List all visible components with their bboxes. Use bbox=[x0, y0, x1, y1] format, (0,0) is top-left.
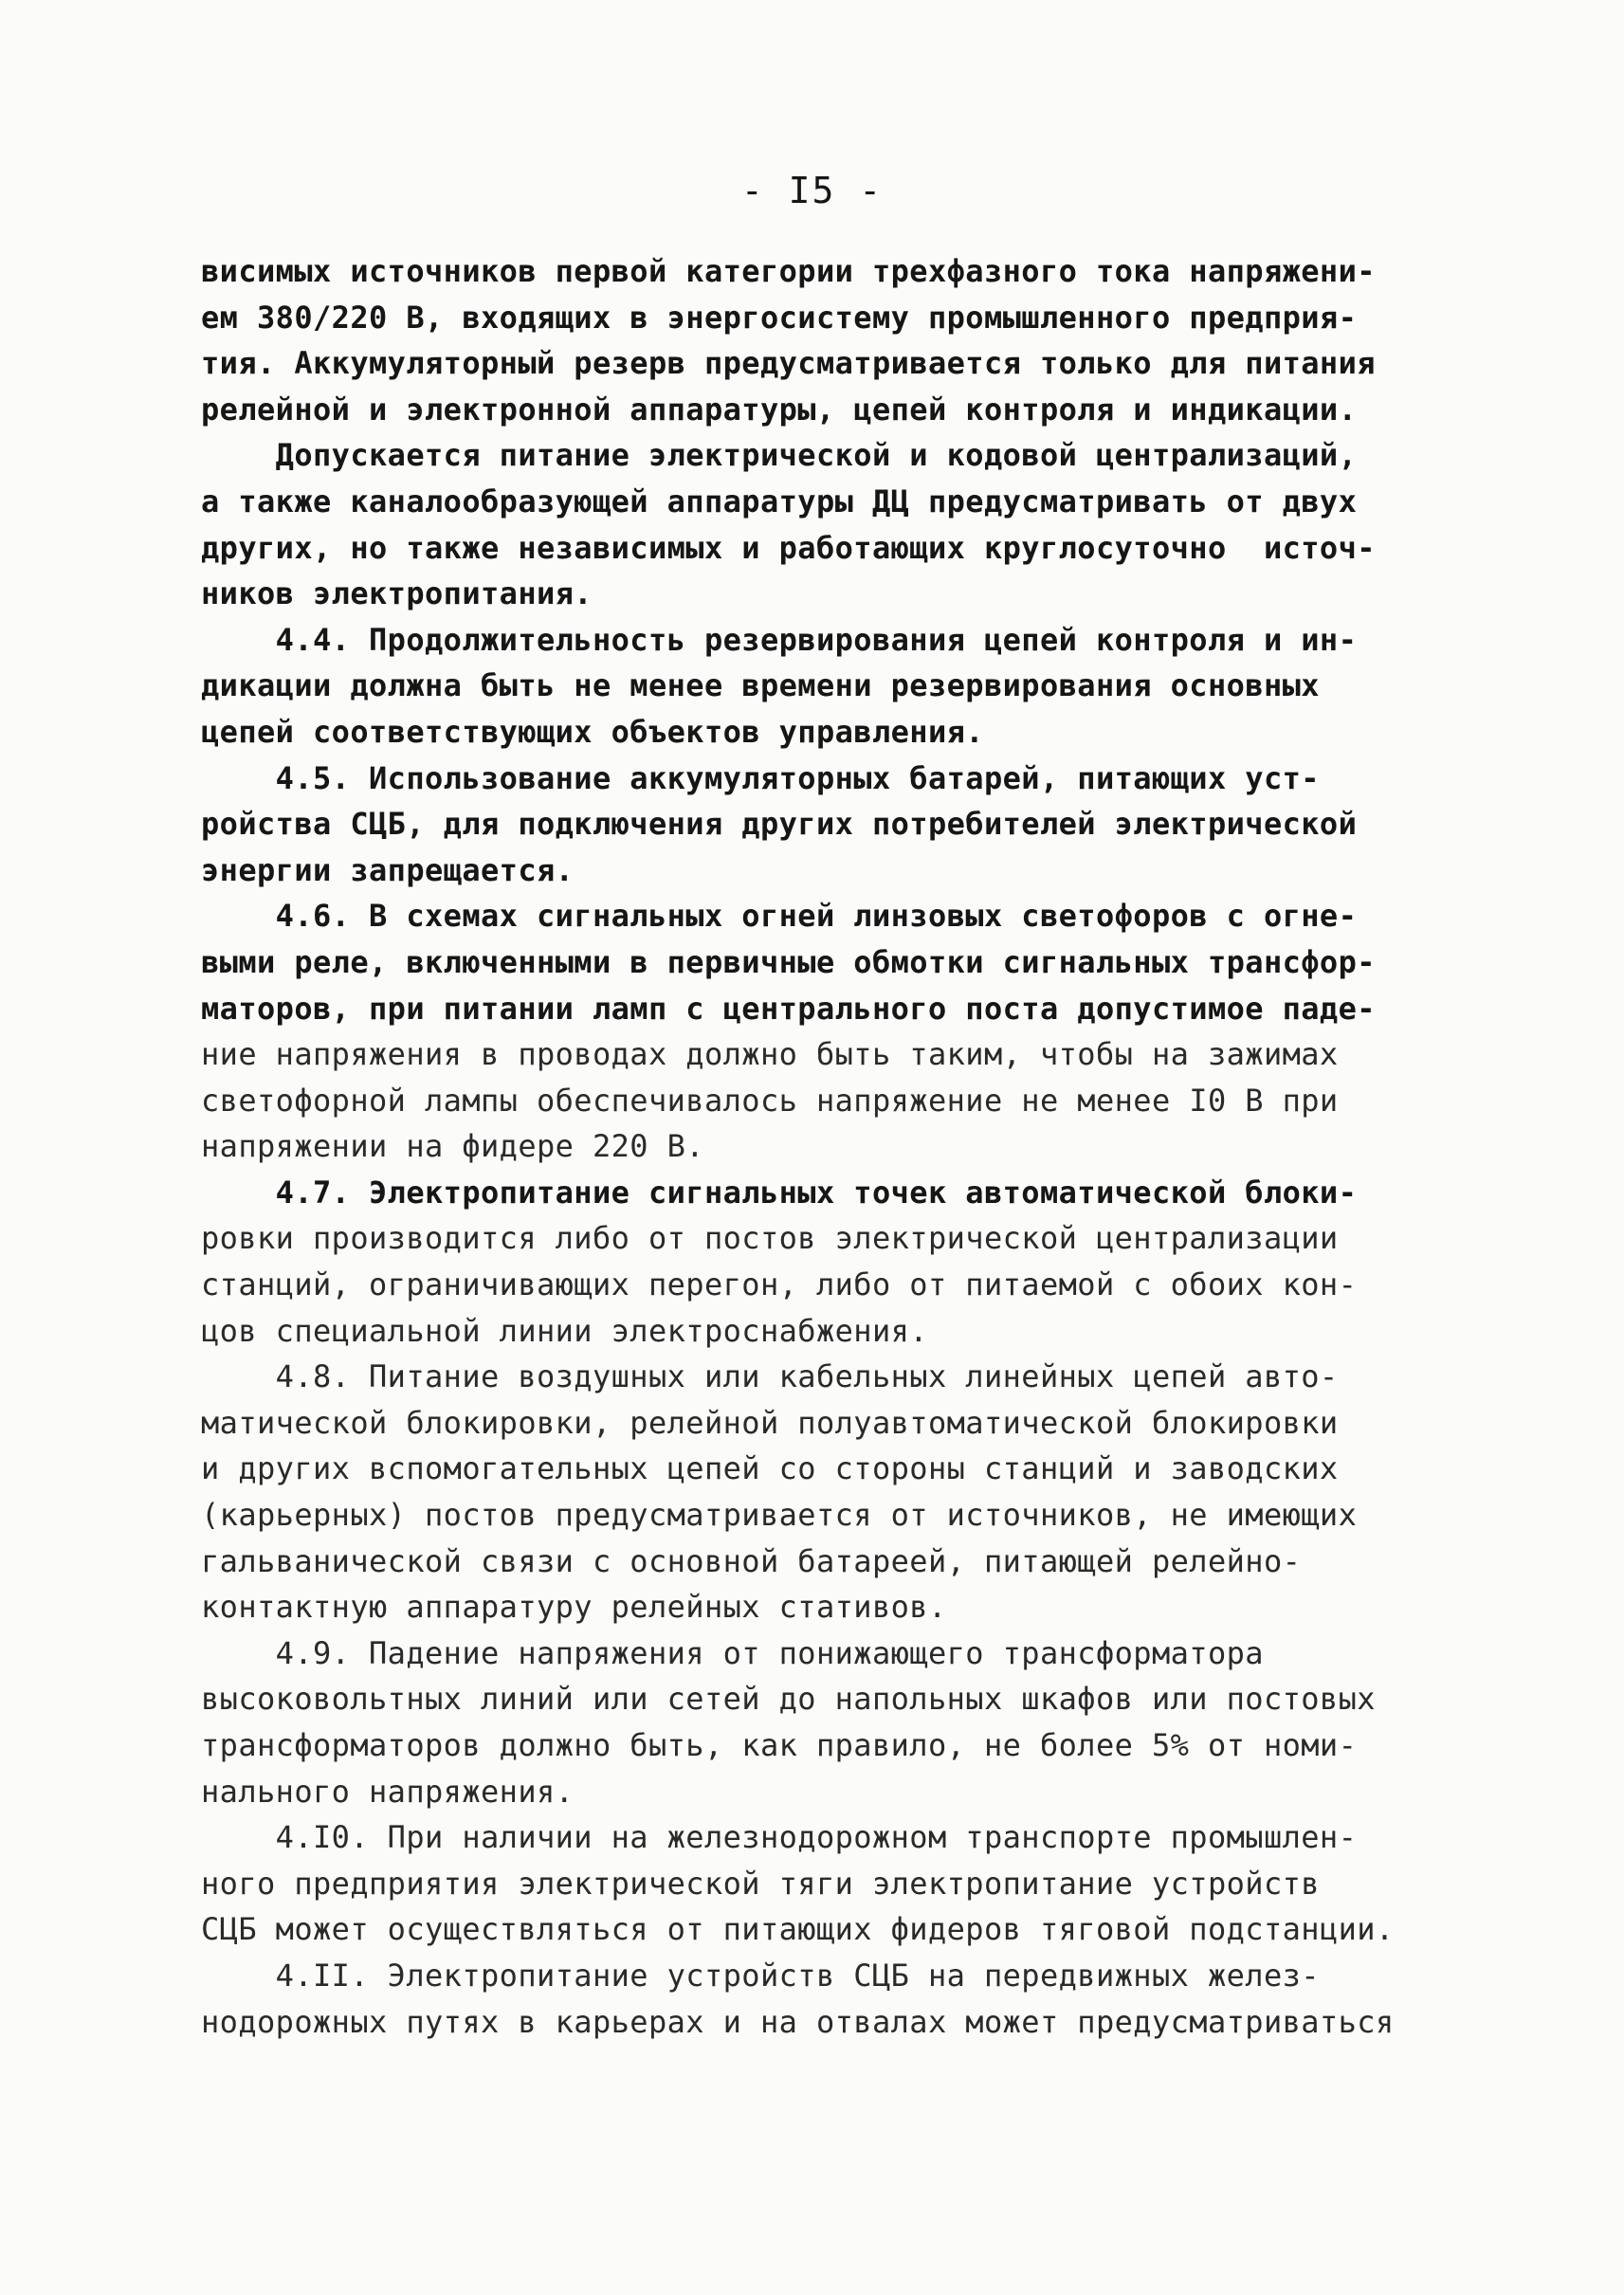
text-line: высоковольтных линий или сетей до напольных шкафов или постовых bbox=[201, 1681, 1376, 1718]
text-line: напряжении на фидере 220 В. bbox=[201, 1128, 704, 1165]
text-line: 4.4. Продолжительность резервирования цепей контроля и ин- bbox=[201, 621, 1358, 658]
body-text bbox=[201, 248, 1433, 2045]
text-line: ного предприятия электрической тяги электропитание устройств bbox=[201, 1865, 1320, 1902]
text-line: (карьерных) постов предусматривается от источников, не имеющих bbox=[201, 1497, 1358, 1534]
text-line: релейной и электронной аппаратуры, цепей контроля и индикации. bbox=[201, 391, 1358, 428]
text-line: матической блокировки, релейной полуавтоматической блокировки bbox=[201, 1404, 1339, 1441]
text-line: Допускается питание электрической и кодовой централизаций, bbox=[201, 437, 1358, 474]
text-line: 4.6. В схемах сигнальных огней линзовых светофоров с огне- bbox=[201, 898, 1358, 935]
text-line: СЦБ может осуществляться от питающих фидеров тяговой подстанции. bbox=[201, 1911, 1395, 1948]
text-line: контактную аппаратуру релейных стативов. bbox=[201, 1589, 947, 1626]
text-line: 4.5. Использование аккумуляторных батарей, питающих уст- bbox=[201, 759, 1320, 796]
text-line: энергии запрещается. bbox=[201, 851, 575, 888]
text-line: ем 380/220 В, входящих в энергосистему промышленного предприя- bbox=[201, 299, 1358, 336]
text-line: нодорожных путях в карьерах и на отвалах может предусматриваться bbox=[201, 2003, 1395, 2040]
text-line: светофорной лампы обеспечивалось напряжение не менее I0 В при bbox=[201, 1082, 1339, 1119]
text-line: ройства СЦБ, для подключения других потребителей электрической bbox=[201, 806, 1358, 843]
text-line: а также каналообразующей аппаратуры ДЦ предусматривать от двух bbox=[201, 483, 1358, 519]
text-line: гальванической связи с основной батареей, питающей релейно- bbox=[201, 1542, 1302, 1579]
text-line: 4.I0. При наличии на железнодорожном транспорте промышлен- bbox=[201, 1819, 1358, 1856]
text-line: ников электропитания. bbox=[201, 575, 593, 612]
text-line: цов специальной линии электроснабжения. bbox=[201, 1312, 928, 1349]
page-number: - I5 - bbox=[740, 170, 884, 211]
text-line: других, но также независимых и работающих круглосуточно источ- bbox=[201, 529, 1376, 566]
text-line: дикации должна быть не менее времени резервирования основных bbox=[201, 667, 1320, 704]
text-line: тия. Аккумуляторный резерв предусматривается только для питания bbox=[201, 345, 1376, 382]
text-line: 4.8. Питание воздушных или кабельных линейных цепей авто- bbox=[201, 1358, 1339, 1395]
text-line: выми реле, включенными в первичные обмотки сигнальных трансфор- bbox=[201, 943, 1376, 980]
text-line: станций, ограничивающих перегон, либо от питаемой с обоих кон- bbox=[201, 1266, 1358, 1303]
text-line: 4.7. Электропитание сигнальных точек автоматической блоки- bbox=[201, 1174, 1358, 1211]
text-line: 4.9. Падение напряжения от понижающего трансформатора bbox=[201, 1634, 1264, 1671]
text-line: 4.II. Электропитание устройств СЦБ на передвижных желез- bbox=[201, 1957, 1320, 1994]
text-line: ние напряжения в проводах должно быть таким, чтобы на зажимах bbox=[201, 1036, 1339, 1073]
text-line: цепей соответствующих объектов управления. bbox=[201, 713, 984, 750]
text-line: трансформаторов должно быть, как правило, не более 5% от номи- bbox=[201, 1727, 1358, 1763]
text-line: висимых источников первой категории трехфазного тока напряжени- bbox=[201, 253, 1376, 289]
text-line: ровки производится либо от постов электрической централизации bbox=[201, 1220, 1339, 1257]
text-line: маторов, при питании ламп с центрального поста допустимое паде- bbox=[201, 990, 1376, 1027]
text-line: и других вспомогательных цепей со стороны станций и заводских bbox=[201, 1450, 1339, 1487]
text-line: нального напряжения. bbox=[201, 1773, 575, 1810]
